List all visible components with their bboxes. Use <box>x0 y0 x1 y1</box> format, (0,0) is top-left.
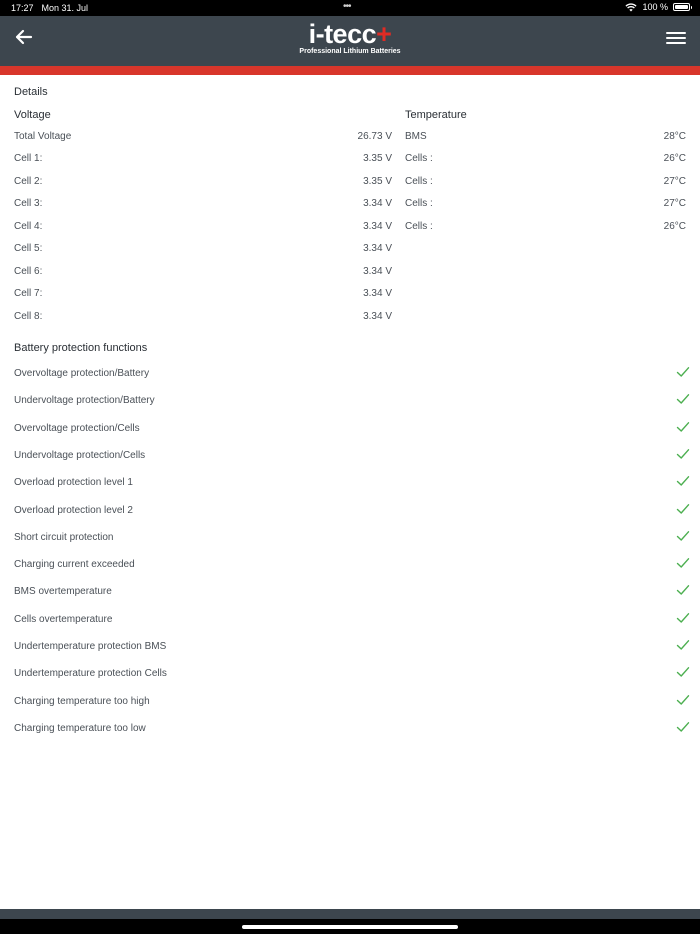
protection-row <box>14 502 692 522</box>
protection-row <box>14 420 692 440</box>
voltage-value: 3.34 V <box>363 288 392 299</box>
check-icon <box>676 392 690 406</box>
protection-label: Undertemperature protection Cells <box>14 668 167 680</box>
footer-strip <box>0 909 700 919</box>
protection-row <box>14 720 692 740</box>
temperature-row-cells-1 <box>405 153 686 164</box>
protection-label: Overvoltage protection/Battery <box>14 368 150 379</box>
voltage-value: 3.34 V <box>363 198 392 209</box>
voltage-value: 3.34 V <box>363 243 392 254</box>
voltage-label: Cell 6: <box>14 266 43 277</box>
wifi-icon <box>625 3 637 12</box>
protection-row <box>14 611 692 631</box>
protection-row <box>14 583 692 603</box>
protection-label: Cells overtemperature <box>14 613 113 625</box>
voltage-row-cell-7 <box>14 288 392 299</box>
protection-row <box>14 665 692 685</box>
multitask-dots[interactable]: ••• <box>343 1 351 12</box>
check-icon <box>676 502 690 516</box>
details-title: Details <box>14 86 48 98</box>
protection-row <box>14 529 692 549</box>
temperature-label: Cells : <box>405 198 433 209</box>
voltage-value: 3.34 V <box>363 311 392 322</box>
check-icon <box>676 638 690 652</box>
voltage-title: Voltage <box>14 109 51 121</box>
protection-row <box>14 365 692 385</box>
voltage-label: Cell 5: <box>14 243 43 254</box>
app-header <box>0 16 700 66</box>
temperature-row-bms <box>405 131 686 142</box>
temperature-value: 26°C <box>663 153 686 164</box>
voltage-label: Cell 7: <box>14 288 43 299</box>
check-icon <box>676 556 690 570</box>
temperature-label: Cells : <box>405 153 433 164</box>
protection-label: Undervoltage protection/Cells <box>14 449 146 461</box>
voltage-label: Cell 2: <box>14 176 43 187</box>
protection-title: Battery protection functions <box>14 342 148 354</box>
protection-row <box>14 447 692 467</box>
voltage-label: Cell 1: <box>14 153 43 164</box>
protection-row <box>14 556 692 576</box>
protection-label: Charging current exceeded <box>14 559 135 571</box>
protection-label: Overvoltage protection/Cells <box>14 422 140 434</box>
temperature-value: 27°C <box>663 198 686 209</box>
voltage-label: Cell 4: <box>14 221 43 232</box>
check-icon <box>676 665 690 679</box>
battery-icon <box>673 3 690 11</box>
protection-label: Short circuit protection <box>14 531 114 543</box>
voltage-value: 3.35 V <box>363 176 392 187</box>
protection-row <box>14 474 692 494</box>
hamburger-menu-icon[interactable] <box>664 27 688 49</box>
status-date: Mon 31. Jul <box>41 3 89 13</box>
battery-percent: 100 % <box>642 2 668 12</box>
check-icon <box>676 720 690 734</box>
protection-label: Overload protection level 1 <box>14 477 133 489</box>
voltage-row-cell-3 <box>14 198 392 209</box>
temperature-label: Cells : <box>405 221 433 232</box>
voltage-row-cell-2 <box>14 176 392 187</box>
protection-label: Charging temperature too low <box>14 722 146 734</box>
temperature-title: Temperature <box>405 109 467 121</box>
temperature-row-cells-3 <box>405 198 686 209</box>
protection-label: Charging temperature too high <box>14 695 150 707</box>
check-icon <box>676 611 690 625</box>
voltage-label: Cell 8: <box>14 311 43 322</box>
voltage-value: 3.34 V <box>363 266 392 277</box>
protection-row <box>14 693 692 713</box>
voltage-label: Cell 3: <box>14 198 43 209</box>
bottom-bar <box>0 909 700 934</box>
check-icon <box>676 447 690 461</box>
protection-row <box>14 638 692 658</box>
voltage-row-cell-8 <box>14 311 392 322</box>
protection-row <box>14 392 692 412</box>
voltage-row-cell-1 <box>14 153 392 164</box>
voltage-value: 3.34 V <box>363 221 392 232</box>
voltage-value: 3.35 V <box>363 153 392 164</box>
home-indicator[interactable] <box>242 925 458 929</box>
voltage-label: Total Voltage <box>14 131 72 142</box>
temperature-label: Cells : <box>405 176 433 187</box>
voltage-row-cell-5 <box>14 243 392 254</box>
temperature-value: 28°C <box>663 131 686 142</box>
temperature-label: BMS <box>405 131 427 142</box>
logo-text: i-tecc <box>308 19 377 49</box>
protection-label: Overload protection level 2 <box>14 504 133 516</box>
status-time: 17:27 <box>11 3 34 13</box>
check-icon <box>676 420 690 434</box>
protection-label: BMS overtemperature <box>14 586 112 598</box>
check-icon <box>676 474 690 488</box>
voltage-row-cell-6 <box>14 266 392 277</box>
status-bar <box>0 0 700 16</box>
protection-label: Undervoltage protection/Battery <box>14 395 155 407</box>
voltage-row-cell-4 <box>14 221 392 232</box>
temperature-row-cells-2 <box>405 176 686 187</box>
protection-label: Undertemperature protection BMS <box>14 641 167 652</box>
check-icon <box>676 693 690 707</box>
logo-tagline: Professional Lithium Batteries <box>299 48 401 55</box>
arrow-left-icon[interactable] <box>12 25 36 49</box>
logo-plus: + <box>376 19 392 49</box>
temperature-value: 27°C <box>663 176 686 187</box>
voltage-value: 26.73 V <box>357 131 392 142</box>
temperature-value: 26°C <box>663 221 686 232</box>
check-icon <box>676 583 690 597</box>
accent-band <box>0 66 700 75</box>
brand-logo <box>290 19 410 63</box>
temperature-row-cells-4 <box>405 221 686 232</box>
check-icon <box>676 529 690 543</box>
check-icon <box>676 365 690 379</box>
voltage-row-total <box>14 131 392 142</box>
